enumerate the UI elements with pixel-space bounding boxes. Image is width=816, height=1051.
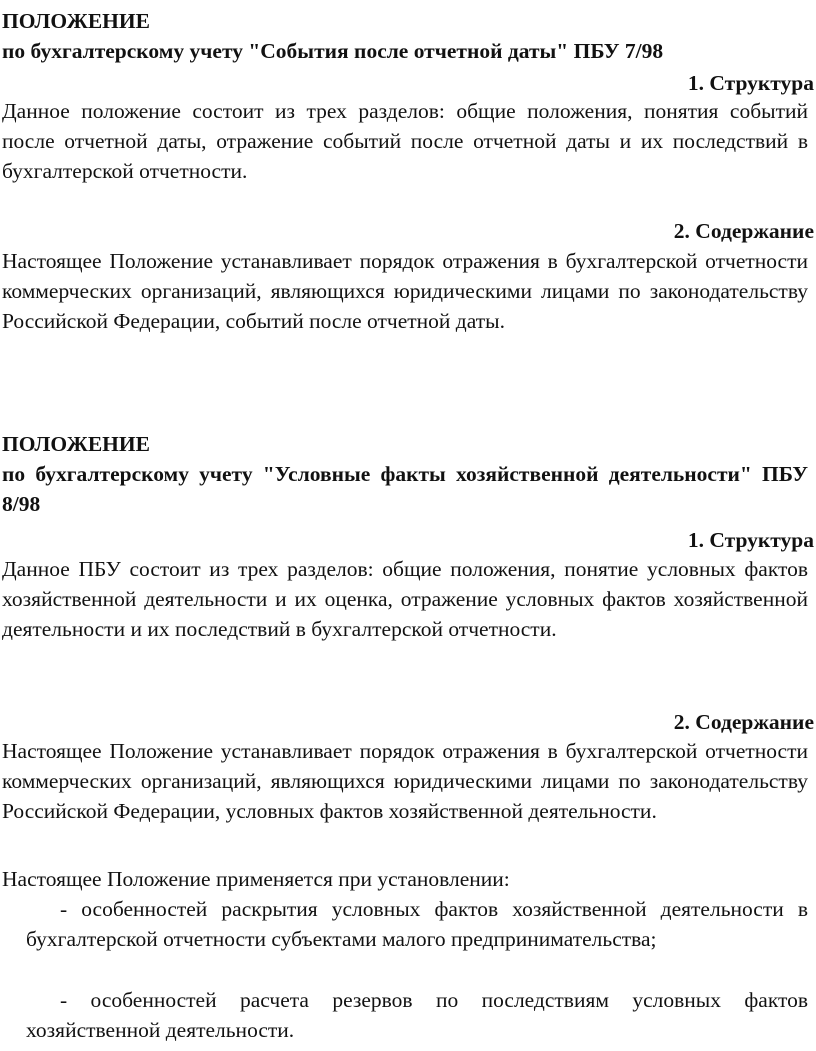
section1-content-text: Настоящее Положение устанавливает порядок отражения в бухгалтерской отчетности коммерческих организаций, являющихся юридическими лицами по законодательству Российской Федерации, событий после отчетной даты. [2, 249, 808, 333]
section2-content-heading: 2. Содержание [673, 710, 814, 734]
section1-structure-heading: 1. Структура [687, 71, 814, 95]
section2-heading: ПОЛОЖЕНИЕ [2, 432, 150, 456]
section1-subtitle: по бухгалтерскому учету "События после отчетной даты" ПБУ 7/98 [2, 39, 664, 63]
section2-subtitle: по бухгалтерскому учету "Условные факты хозяйственной деятельности" ПБУ 8/98 [2, 462, 808, 516]
list-item: - особенностей раскрытия условных фактов хозяйственной деятельности в бухгалтерской отчетности субъектами малого предпринимательства; [26, 897, 808, 951]
section2-structure-text: Данное ПБУ состоит из трех разделов: общие положения, понятие условных фактов хозяйственной деятельности и их оценка, отражение условных фактов хозяйственной деятельности и их последствий в бухгалтерской отчетности. [2, 557, 808, 641]
section1-heading: ПОЛОЖЕНИЕ [2, 9, 150, 33]
section2-structure-heading: 1. Структура [687, 528, 814, 552]
section1-structure-text: Данное положение состоит из трех разделов: общие положения, понятия событий после отчетной даты, отражение событий после отчетной даты и их последствий в бухгалтерской отчетности. [2, 99, 808, 183]
list-item: - особенностей расчета резервов по последствиям условных фактов хозяйственной деятельности. [26, 988, 808, 1042]
section2-application-intro: Настоящее Положение применяется при установлении: [2, 867, 510, 891]
section1-content-heading: 2. Содержание [673, 219, 814, 243]
section2-content-text: Настоящее Положение устанавливает порядок отражения в бухгалтерской отчетности коммерческих организаций, являющихся юридическими лицами по законодательству Российской Федерации, условных фактов хозяйственной деятельности. [2, 739, 808, 823]
